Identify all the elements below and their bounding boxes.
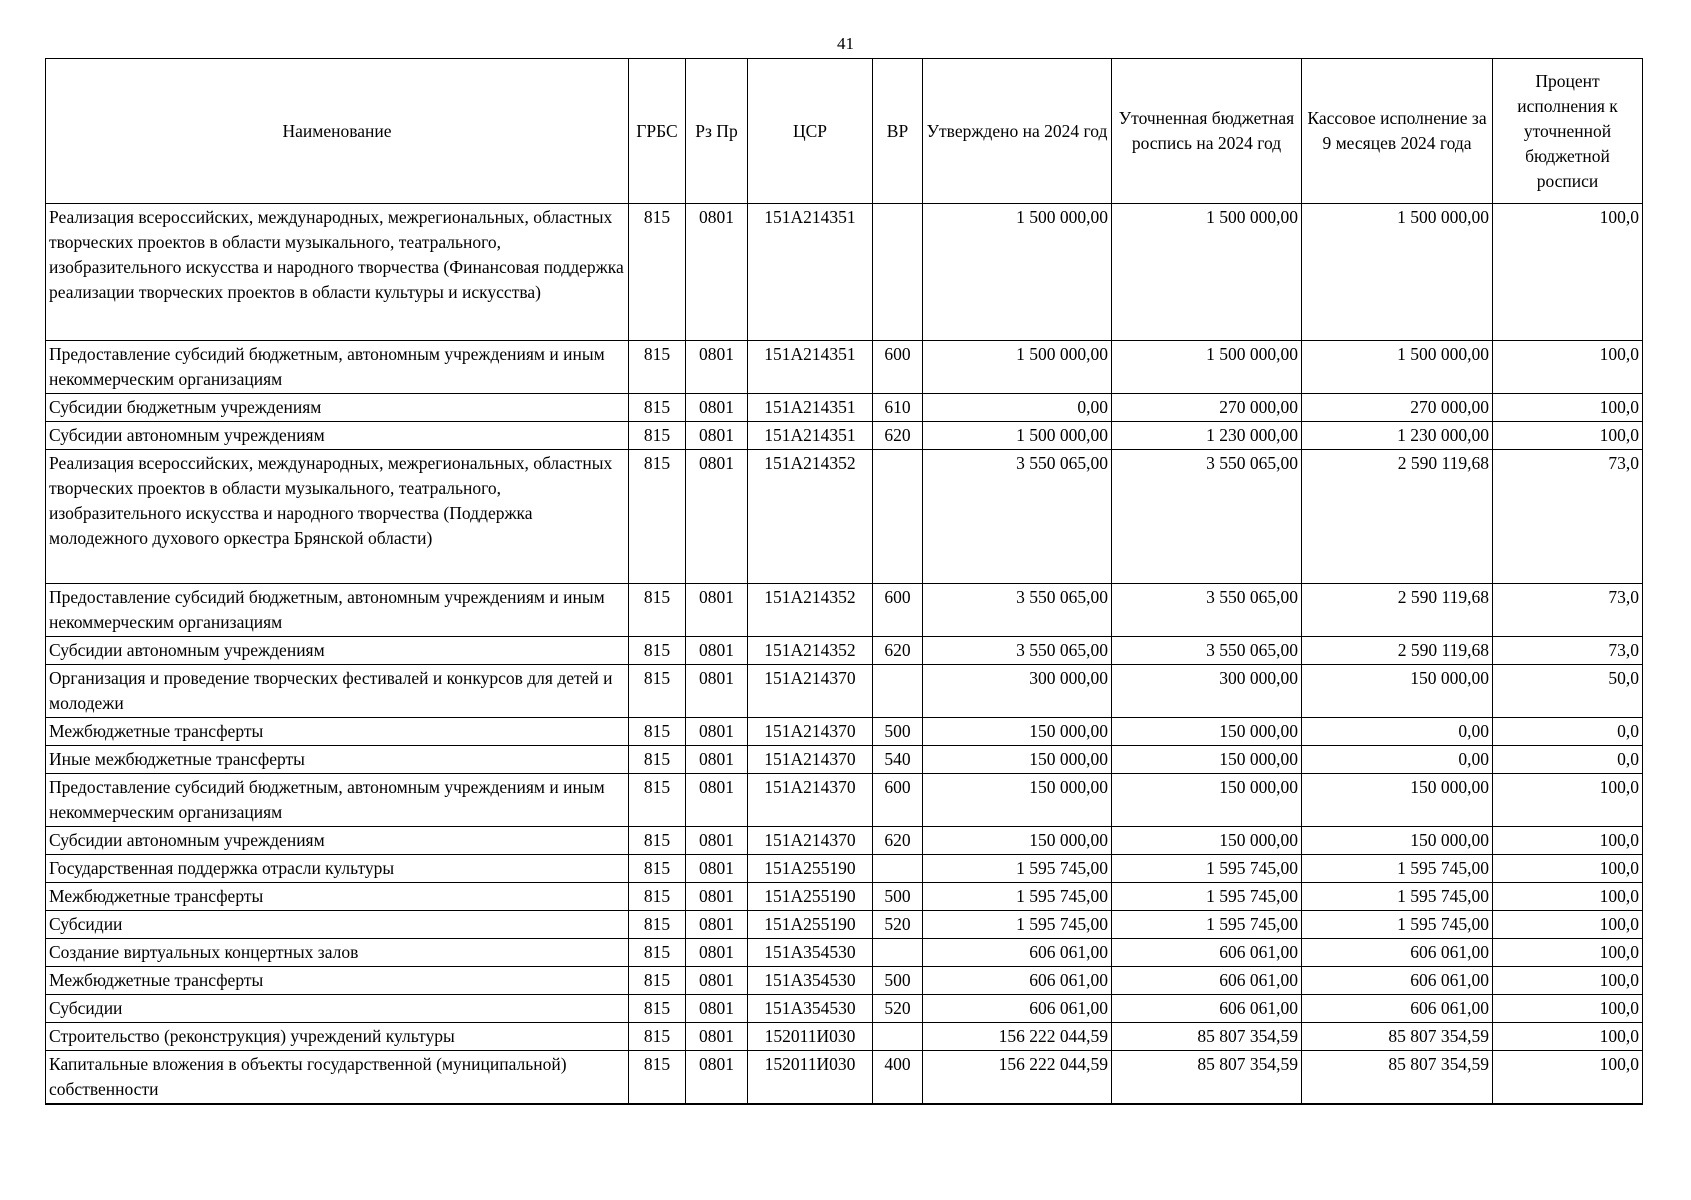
row-approved: 1 500 000,00 (923, 341, 1112, 394)
row-csr: 152011И030 (748, 1051, 873, 1105)
row-rzpr: 0801 (686, 204, 748, 341)
row-csr: 151А214370 (748, 665, 873, 718)
row-cash: 0,00 (1302, 718, 1493, 746)
row-refined: 3 550 065,00 (1112, 584, 1302, 637)
row-cash: 606 061,00 (1302, 939, 1493, 967)
row-csr: 151А214370 (748, 774, 873, 827)
row-approved: 1 500 000,00 (923, 204, 1112, 341)
row-cash: 150 000,00 (1302, 774, 1493, 827)
header-rzpr: Рз Пр (686, 59, 748, 204)
row-approved: 150 000,00 (923, 718, 1112, 746)
row-name: Реализация всероссийских, международных, межрегиональных, областных творческих проектов в области музыкального, театрального, изобразительного искусства и народного творчества (Поддержка молодежного духового оркестра Брянской области) (46, 450, 629, 584)
row-percent: 73,0 (1493, 584, 1643, 637)
row-approved: 606 061,00 (923, 995, 1112, 1023)
row-approved: 1 595 745,00 (923, 855, 1112, 883)
row-refined: 150 000,00 (1112, 827, 1302, 855)
table-row (46, 774, 1643, 827)
row-rzpr: 0801 (686, 637, 748, 665)
row-grbs: 815 (629, 584, 686, 637)
row-refined: 606 061,00 (1112, 967, 1302, 995)
table-row (46, 584, 1643, 637)
row-approved: 150 000,00 (923, 774, 1112, 827)
row-csr: 151А255190 (748, 883, 873, 911)
row-refined: 1 500 000,00 (1112, 341, 1302, 394)
row-csr: 152011И030 (748, 1023, 873, 1051)
table-row (46, 718, 1643, 746)
row-cash: 1 595 745,00 (1302, 911, 1493, 939)
row-vr (873, 939, 923, 967)
row-grbs: 815 (629, 718, 686, 746)
row-cash: 1 500 000,00 (1302, 204, 1493, 341)
row-refined: 1 230 000,00 (1112, 422, 1302, 450)
row-csr: 151А214352 (748, 450, 873, 584)
row-rzpr: 0801 (686, 911, 748, 939)
row-approved: 3 550 065,00 (923, 637, 1112, 665)
row-cash: 150 000,00 (1302, 665, 1493, 718)
row-grbs: 815 (629, 995, 686, 1023)
row-vr (873, 665, 923, 718)
row-grbs: 815 (629, 665, 686, 718)
row-percent: 73,0 (1493, 450, 1643, 584)
row-name: Межбюджетные трансферты (46, 883, 629, 911)
row-csr: 151А214351 (748, 394, 873, 422)
table-row (46, 637, 1643, 665)
header-percent: Процент исполнения к уточненной бюджетной росписи (1493, 59, 1643, 204)
row-grbs: 815 (629, 911, 686, 939)
header-vr: ВР (873, 59, 923, 204)
row-rzpr: 0801 (686, 341, 748, 394)
row-grbs: 815 (629, 450, 686, 584)
row-vr: 500 (873, 718, 923, 746)
header-cash: Кассовое исполнение за 9 месяцев 2024 года (1302, 59, 1493, 204)
row-percent: 100,0 (1493, 855, 1643, 883)
row-percent: 0,0 (1493, 746, 1643, 774)
row-name: Субсидии автономным учреждениям (46, 422, 629, 450)
row-approved: 300 000,00 (923, 665, 1112, 718)
row-vr: 620 (873, 827, 923, 855)
row-name: Межбюджетные трансферты (46, 967, 629, 995)
row-csr: 151А214352 (748, 637, 873, 665)
header-grbs: ГРБС (629, 59, 686, 204)
row-name: Субсидии (46, 995, 629, 1023)
row-grbs: 815 (629, 394, 686, 422)
row-vr: 610 (873, 394, 923, 422)
row-approved: 3 550 065,00 (923, 584, 1112, 637)
row-cash: 270 000,00 (1302, 394, 1493, 422)
row-rzpr: 0801 (686, 746, 748, 774)
row-percent: 100,0 (1493, 1051, 1643, 1105)
row-approved: 150 000,00 (923, 827, 1112, 855)
row-percent: 100,0 (1493, 827, 1643, 855)
row-name: Создание виртуальных концертных залов (46, 939, 629, 967)
row-percent: 50,0 (1493, 665, 1643, 718)
row-refined: 150 000,00 (1112, 774, 1302, 827)
row-grbs: 815 (629, 883, 686, 911)
table-row (46, 911, 1643, 939)
row-csr: 151А255190 (748, 855, 873, 883)
row-refined: 3 550 065,00 (1112, 637, 1302, 665)
row-grbs: 815 (629, 422, 686, 450)
header-approved: Утверждено на 2024 год (923, 59, 1112, 204)
row-approved: 1 595 745,00 (923, 911, 1112, 939)
header-refined: Уточненная бюджетная роспись на 2024 год (1112, 59, 1302, 204)
row-csr: 151А214370 (748, 827, 873, 855)
table-row (46, 746, 1643, 774)
row-refined: 85 807 354,59 (1112, 1023, 1302, 1051)
row-cash: 2 590 119,68 (1302, 637, 1493, 665)
row-rzpr: 0801 (686, 939, 748, 967)
row-csr: 151А214370 (748, 718, 873, 746)
row-name: Субсидии (46, 911, 629, 939)
row-rzpr: 0801 (686, 1051, 748, 1105)
row-cash: 1 500 000,00 (1302, 341, 1493, 394)
row-rzpr: 0801 (686, 394, 748, 422)
row-csr: 151А214351 (748, 341, 873, 394)
row-grbs: 815 (629, 204, 686, 341)
row-csr: 151А354530 (748, 995, 873, 1023)
table-row (46, 1023, 1643, 1051)
row-rzpr: 0801 (686, 665, 748, 718)
row-rzpr: 0801 (686, 584, 748, 637)
row-refined: 150 000,00 (1112, 718, 1302, 746)
row-name: Государственная поддержка отрасли культуры (46, 855, 629, 883)
row-percent: 100,0 (1493, 883, 1643, 911)
row-rzpr: 0801 (686, 422, 748, 450)
row-vr: 600 (873, 341, 923, 394)
row-grbs: 815 (629, 1023, 686, 1051)
table-row (46, 204, 1643, 341)
row-name: Субсидии бюджетным учреждениям (46, 394, 629, 422)
row-approved: 150 000,00 (923, 746, 1112, 774)
row-vr (873, 204, 923, 341)
row-name: Строительство (реконструкция) учреждений культуры (46, 1023, 629, 1051)
row-refined: 1 595 745,00 (1112, 855, 1302, 883)
row-name: Субсидии автономным учреждениям (46, 827, 629, 855)
row-grbs: 815 (629, 637, 686, 665)
row-refined: 300 000,00 (1112, 665, 1302, 718)
row-csr: 151А214351 (748, 204, 873, 341)
table-row (46, 422, 1643, 450)
row-approved: 156 222 044,59 (923, 1023, 1112, 1051)
table-row (46, 665, 1643, 718)
table-row (46, 967, 1643, 995)
row-vr: 620 (873, 422, 923, 450)
row-rzpr: 0801 (686, 718, 748, 746)
row-name: Предоставление субсидий бюджетным, автономным учреждениям и иным некоммерческим организациям (46, 341, 629, 394)
row-name: Капитальные вложения в объекты государственной (муниципальной) собственности (46, 1051, 629, 1105)
row-rzpr: 0801 (686, 995, 748, 1023)
row-refined: 3 550 065,00 (1112, 450, 1302, 584)
row-cash: 0,00 (1302, 746, 1493, 774)
row-name: Иные межбюджетные трансферты (46, 746, 629, 774)
row-name: Предоставление субсидий бюджетным, автономным учреждениям и иным некоммерческим организациям (46, 774, 629, 827)
row-csr: 151А214352 (748, 584, 873, 637)
row-percent: 100,0 (1493, 995, 1643, 1023)
row-cash: 1 595 745,00 (1302, 855, 1493, 883)
row-name: Реализация всероссийских, международных, межрегиональных, областных творческих проектов в области музыкального, театрального, изобразительного искусства и народного творчества (Финансовая поддержка реализации творческих проектов в области культуры и искусства) (46, 204, 629, 341)
row-approved: 3 550 065,00 (923, 450, 1112, 584)
row-name: Межбюджетные трансферты (46, 718, 629, 746)
row-vr: 600 (873, 584, 923, 637)
row-name: Предоставление субсидий бюджетным, автономным учреждениям и иным некоммерческим организациям (46, 584, 629, 637)
row-vr: 520 (873, 911, 923, 939)
row-refined: 85 807 354,59 (1112, 1051, 1302, 1105)
row-vr: 500 (873, 883, 923, 911)
row-grbs: 815 (629, 746, 686, 774)
header-name: Наименование (46, 59, 629, 204)
row-cash: 85 807 354,59 (1302, 1051, 1493, 1105)
budget-execution-table (45, 58, 1643, 1105)
row-rzpr: 0801 (686, 883, 748, 911)
row-rzpr: 0801 (686, 967, 748, 995)
table-row (46, 394, 1643, 422)
table-header-row (46, 59, 1643, 204)
row-rzpr: 0801 (686, 855, 748, 883)
row-rzpr: 0801 (686, 827, 748, 855)
row-grbs: 815 (629, 827, 686, 855)
row-approved: 606 061,00 (923, 939, 1112, 967)
row-cash: 150 000,00 (1302, 827, 1493, 855)
header-csr: ЦСР (748, 59, 873, 204)
row-approved: 1 595 745,00 (923, 883, 1112, 911)
row-cash: 1 230 000,00 (1302, 422, 1493, 450)
row-refined: 270 000,00 (1112, 394, 1302, 422)
table-row (46, 341, 1643, 394)
row-cash: 606 061,00 (1302, 995, 1493, 1023)
row-percent: 100,0 (1493, 911, 1643, 939)
row-grbs: 815 (629, 939, 686, 967)
row-refined: 606 061,00 (1112, 939, 1302, 967)
table-row (46, 1051, 1643, 1105)
row-percent: 100,0 (1493, 939, 1643, 967)
row-approved: 156 222 044,59 (923, 1051, 1112, 1105)
row-cash: 2 590 119,68 (1302, 450, 1493, 584)
row-vr (873, 1023, 923, 1051)
row-vr: 540 (873, 746, 923, 774)
table-row (46, 450, 1643, 584)
row-name: Организация и проведение творческих фестивалей и конкурсов для детей и молодежи (46, 665, 629, 718)
row-csr: 151А354530 (748, 939, 873, 967)
row-vr (873, 855, 923, 883)
row-refined: 1 500 000,00 (1112, 204, 1302, 341)
row-cash: 606 061,00 (1302, 967, 1493, 995)
row-csr: 151А255190 (748, 911, 873, 939)
row-percent: 100,0 (1493, 774, 1643, 827)
row-cash: 1 595 745,00 (1302, 883, 1493, 911)
row-rzpr: 0801 (686, 774, 748, 827)
row-approved: 606 061,00 (923, 967, 1112, 995)
row-refined: 1 595 745,00 (1112, 911, 1302, 939)
row-csr: 151А214351 (748, 422, 873, 450)
row-vr: 600 (873, 774, 923, 827)
row-csr: 151А354530 (748, 967, 873, 995)
table-row (46, 855, 1643, 883)
row-approved: 0,00 (923, 394, 1112, 422)
row-csr: 151А214370 (748, 746, 873, 774)
row-rzpr: 0801 (686, 1023, 748, 1051)
row-refined: 606 061,00 (1112, 995, 1302, 1023)
row-refined: 150 000,00 (1112, 746, 1302, 774)
row-grbs: 815 (629, 1051, 686, 1105)
row-refined: 1 595 745,00 (1112, 883, 1302, 911)
row-grbs: 815 (629, 774, 686, 827)
row-percent: 100,0 (1493, 422, 1643, 450)
page-number: 41 (837, 34, 854, 53)
row-percent: 100,0 (1493, 394, 1643, 422)
row-percent: 0,0 (1493, 718, 1643, 746)
row-percent: 100,0 (1493, 967, 1643, 995)
row-grbs: 815 (629, 855, 686, 883)
row-grbs: 815 (629, 967, 686, 995)
row-percent: 100,0 (1493, 204, 1643, 341)
table-row (46, 995, 1643, 1023)
row-percent: 100,0 (1493, 1023, 1643, 1051)
table-row (46, 883, 1643, 911)
row-cash: 2 590 119,68 (1302, 584, 1493, 637)
row-vr: 520 (873, 995, 923, 1023)
row-name: Субсидии автономным учреждениям (46, 637, 629, 665)
row-grbs: 815 (629, 341, 686, 394)
row-rzpr: 0801 (686, 450, 748, 584)
row-percent: 100,0 (1493, 341, 1643, 394)
row-vr: 400 (873, 1051, 923, 1105)
row-cash: 85 807 354,59 (1302, 1023, 1493, 1051)
row-vr: 620 (873, 637, 923, 665)
row-vr (873, 450, 923, 584)
table-row (46, 827, 1643, 855)
row-approved: 1 500 000,00 (923, 422, 1112, 450)
row-vr: 500 (873, 967, 923, 995)
row-percent: 73,0 (1493, 637, 1643, 665)
table-row (46, 939, 1643, 967)
